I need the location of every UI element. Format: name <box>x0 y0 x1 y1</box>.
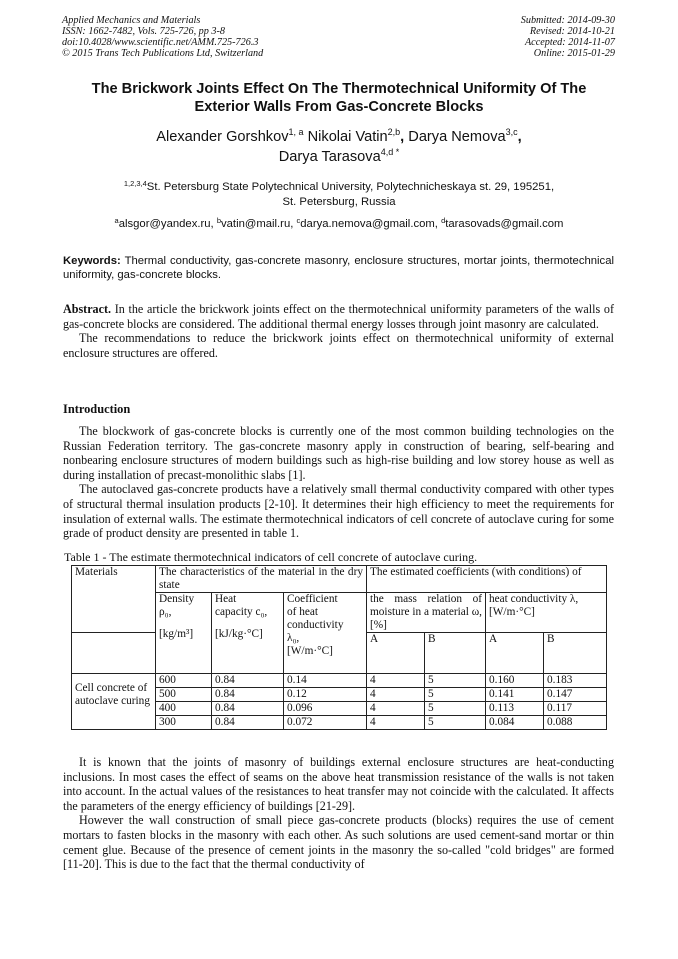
cell-heat-capacity: 0.84 <box>212 688 284 702</box>
cell-moisture-b: 5 <box>425 688 486 702</box>
th-density-label: Density <box>159 593 195 605</box>
cell-lambda-a: 0.141 <box>486 688 544 702</box>
cell-heat-capacity: 0.84 <box>212 702 284 716</box>
cell-moisture-b: 5 <box>425 716 486 730</box>
email-d-sup: d <box>441 216 446 225</box>
introduction-body <box>63 424 614 541</box>
cell-heat-capacity: 0.84 <box>212 716 284 730</box>
cell-lambda0: 0.12 <box>284 688 367 702</box>
journal-doi: doi:10.4028/www.scientific.net/AMM.725-726.3 <box>62 37 259 48</box>
email-nemova[interactable]: darya.nemova@gmail.com, <box>300 218 438 230</box>
body-p1: It is known that the joints of masonry of buildings external enclosure structures are heat-conducting inclusions. In most cases the effect of seams on the above heat transmission resistance of the walls is not taken into account. In the actual values of the resistances to heat transfer may not coincide with the calculated. It affects the parameters of the energy efficiency of buildings [21-29]. <box>63 755 614 813</box>
cell-moisture-a: 4 <box>367 702 425 716</box>
th-mass-a: A <box>367 633 425 674</box>
section-heading-introduction: Introduction <box>63 402 131 416</box>
cell-lambda-a: 0.084 <box>486 716 544 730</box>
affiliation-line-1: St. Petersburg State Polytechnical University, Polytechnicheskaya st. 29, 195251, <box>146 181 555 193</box>
table-row <box>72 674 607 688</box>
cell-lambda0: 0.14 <box>284 674 367 688</box>
author-nemova-sup: 3,c <box>505 127 518 137</box>
affiliation-sup: 1,2,3,4 <box>123 179 147 188</box>
cell-lambda-b: 0.147 <box>544 688 607 702</box>
cell-lambda0: 0.072 <box>284 716 367 730</box>
title-line-2: Exterior Walls From Gas-Concrete Blocks <box>194 99 484 115</box>
journal-name: Applied Mechanics and Materials <box>62 15 201 26</box>
keywords <box>63 254 614 282</box>
cell-moisture-a: 4 <box>367 688 425 702</box>
date-online: Online: 2015-01-29 <box>533 48 615 59</box>
abstract-p2: The recommendations to reduce the brickwork joints effect on thermotechnical uniformity of external enclosure structures are offered. <box>63 331 614 360</box>
email-vatin[interactable]: vatin@mail.ru, <box>221 218 294 230</box>
th-heat-conductivity: heat conductivity λ, [W/m·°C] <box>486 593 607 633</box>
th-mass-relation: the mass relation of moisture in a material ω, [%] <box>367 593 486 633</box>
author-vatin: Nikolai Vatin <box>307 129 388 145</box>
table-1 <box>71 565 607 730</box>
th-coef-label-3: conductivity <box>287 619 344 631</box>
th-hc-b: B <box>544 633 607 674</box>
paper-title <box>55 80 623 116</box>
journal-info <box>62 15 263 59</box>
th-coef-label-2: of heat <box>287 606 319 618</box>
cell-density: 300 <box>156 716 212 730</box>
author-list: Alexander Gorshkov$^{1, a}$ Nikolai Vatin$^{2,b}$, Darya Nemova$^{3,c}$, Darya Tarasova$^{4,d *}$ <box>156 127 522 165</box>
abstract-label: Abstract. <box>63 302 112 316</box>
author-nemova: Darya Nemova <box>408 129 506 145</box>
th-density-unit: [kg/m³] <box>159 628 194 640</box>
title-line-1: The Brickwork Joints Effect On The Thermotechnical Uniformity Of The <box>91 81 587 97</box>
cell-density: 400 <box>156 702 212 716</box>
table-1-caption: Table 1 - The estimate thermotechnical indicators of cell concrete of autoclave curing. <box>64 550 478 564</box>
cell-lambda-b: 0.088 <box>544 716 607 730</box>
date-revised: Revised: 2014-10-21 <box>529 26 615 37</box>
cell-lambda-b: 0.183 <box>544 674 607 688</box>
th-estimated-coefficients: The estimated coefficients (with conditions) of <box>367 566 607 593</box>
cell-lambda-a: 0.160 <box>486 674 544 688</box>
cell-lambda0: 0.096 <box>284 702 367 716</box>
th-coef-label-4: λ₀, <box>287 632 300 644</box>
keywords-label: Keywords: <box>63 255 121 267</box>
th-density-symbol: ρ₀, <box>159 606 172 618</box>
journal-copyright: © 2015 Trans Tech Publications Ltd, Switzerland <box>62 48 264 59</box>
date-accepted: Accepted: 2014-11-07 <box>524 37 615 48</box>
material-cell: Cell concrete of autoclave curing <box>72 674 156 730</box>
cell-moisture-a: 4 <box>367 716 425 730</box>
author-vatin-sup: 2,b <box>387 127 401 137</box>
body-p2: However the wall construction of small piece gas-concrete products (blocks) requires the use of cement mortars to fasten blocks in the masonry with each other. As such solutions are used cement-sand mortar or thin cement glue. Because of the presence of cement joints in the masonry the so-called "cold bridges" are formed [11-20]. This is due to the fact that the thermal conductivity of <box>63 813 614 872</box>
cell-density: 500 <box>156 688 212 702</box>
email-b-sup: b <box>216 216 221 225</box>
author-gorshkov-sup: 1, a <box>288 127 304 137</box>
email-tarasova[interactable]: tarasovads@gmail.com <box>445 218 564 230</box>
email-gorshkov[interactable]: alsgor@yandex.ru, <box>118 218 214 230</box>
cell-density: 600 <box>156 674 212 688</box>
th-heat-label: Heat <box>215 593 237 605</box>
th-hc-a: A <box>486 633 544 674</box>
intro-p2: The autoclaved gas-concrete products have a relatively small thermal conductivity compared with other types of structural thermal insulation products [2-10]. It determines their high efficiency to meet the requirements for insulation of external walls. The estimate thermotechnical indicators of cell concrete of autoclave curing for some grade of product density are presented in table 1. <box>63 482 614 541</box>
th-coef-label-1: Coefficient <box>287 593 338 605</box>
th-heat-label-2: capacity c₀, <box>215 606 268 618</box>
body-after-table <box>63 755 614 872</box>
th-heat-capacity <box>212 593 284 674</box>
abstract-p1: In the article the brickwork joints effect on the thermotechnical uniformity parameters of the walls of gas-concrete blocks are considered. The additional thermal energy losses through joint masonry are calculated. <box>63 302 614 331</box>
affiliation-line-2: St. Petersburg, Russia <box>282 196 396 208</box>
th-materials: Materials <box>72 566 156 633</box>
email-a-sup: a <box>114 216 119 225</box>
cell-moisture-a: 4 <box>367 674 425 688</box>
date-submitted: Submitted: 2014-09-30 <box>520 15 615 26</box>
cell-heat-capacity: 0.84 <box>212 674 284 688</box>
cell-lambda-a: 0.113 <box>486 702 544 716</box>
th-heat-conductivity-coef <box>284 593 367 674</box>
cell-moisture-b: 5 <box>425 702 486 716</box>
intro-p1: The blockwork of gas-concrete blocks is currently one of the most common building technologies on the Russian Federation territory. The gas-concrete masonry apply in construction of bearing, self-bearing and nonbearing enclosure structures of modern buildings such as high-rise building and low storey house as well as during installation of precast-monolithic slabs [1]. <box>63 424 614 482</box>
th-mass-b: B <box>425 633 486 674</box>
th-dry-state: The characteristics of the material in the dry state <box>156 566 367 593</box>
th-density <box>156 593 212 674</box>
cell-moisture-b: 5 <box>425 674 486 688</box>
keywords-text: Thermal conductivity, gas-concrete masonry, enclosure structures, mortar joints, thermotechnical uniformity, gas-concrete blocks. <box>63 255 614 281</box>
cell-lambda-b: 0.117 <box>544 702 607 716</box>
author-tarasova: Darya Tarasova <box>278 149 381 165</box>
affiliation <box>60 180 618 210</box>
th-coef-unit: [W/m·°C] <box>287 645 333 657</box>
submission-dates <box>521 15 615 59</box>
journal-issn: ISSN: 1662-7482, Vols. 725-726, pp 3-8 <box>62 26 225 37</box>
th-heat-unit: [kJ/kg·°C] <box>215 628 263 640</box>
abstract <box>63 302 614 360</box>
author-tarasova-sup: 4,d * <box>380 147 400 157</box>
author-emails <box>60 217 618 232</box>
email-c-sup: c <box>296 216 301 225</box>
author-gorshkov: Alexander Gorshkov <box>156 129 289 145</box>
